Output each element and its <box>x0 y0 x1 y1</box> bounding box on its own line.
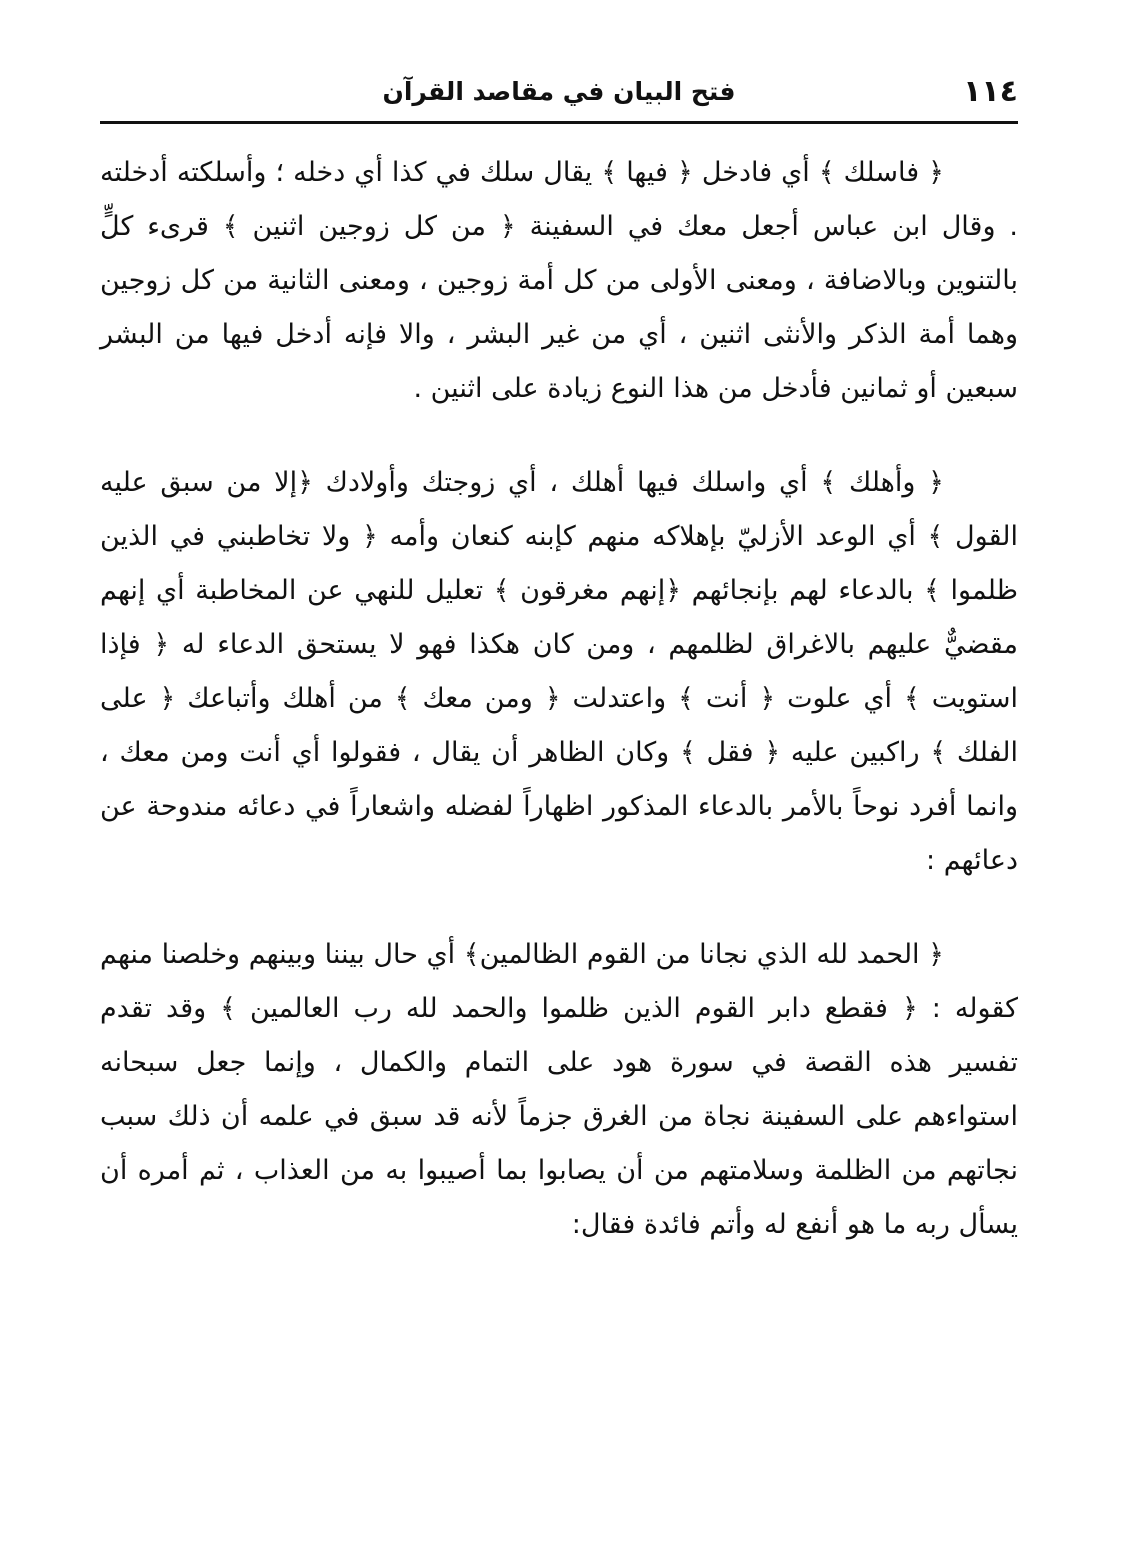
paragraph-1: ﴿ فاسلك ﴾ أي فادخل ﴿ فيها ﴾ يقال سلك في كذا أي دخله ؛ وأسلكته أدخلته . وقال ابن عباس أجعل معك في السفينة ﴿ من كل زوجين اثنين ﴾ قرىء كلٍّ بالتنوين وبالاضافة ، ومعنى الأولى من كل أمة زوجين ، ومعنى الثانية من كل زوجين وهما أمة الذكر والأنثى اثنين ، أي من غير البشر ، والا فإنه أدخل فيها من البشر سبعين أو ثمانين فأدخل من هذا النوع زيادة على اثنين . <box>100 157 1018 404</box>
paragraph-2: ﴿ وأهلك ﴾ أي واسلك فيها أهلك ، أي زوجتك وأولادك ﴿إلا من سبق عليه القول ﴾ أي الوعد الأزليّ بإهلاكه منهم كإبنه كنعان وأمه ﴿ ولا تخاطبني في الذين ظلموا ﴾ بالدعاء لهم بإنجائهم ﴿إنهم مغرقون ﴾ تعليل للنهي عن المخاطبة أي إنهم مقضيٌّ عليهم بالاغراق لظلمهم ، ومن كان هكذا فهو لا يستحق الدعاء له ﴿ فإذا استويت ﴾ أي علوت ﴿ أنت ﴾ واعتدلت ﴿ ومن معك ﴾ من أهلك وأتباعك ﴿ على الفلك ﴾ راكبين عليه ﴿ فقل ﴾ وكان الظاهر أن يقال ، فقولوا أي أنت ومن معك ، وانما أفرد نوحاً بالأمر بالدعاء المذكور اظهاراً لفضله واشعاراً في دعائه مندوحة عن دعائهم : <box>100 467 1018 876</box>
page-number: ١١٤ <box>963 74 1018 109</box>
running-title: فتح البيان في مقاصد القرآن <box>382 77 736 106</box>
body-text <box>100 146 1018 1252</box>
page-header <box>100 66 1018 118</box>
paragraph-3: ﴿ الحمد لله الذي نجانا من القوم الظالمين﴾ أي حال بيننا وبينهم وخلصنا منهم كقوله : ﴿ فقطع دابر القوم الذين ظلموا والحمد لله رب العالمين ﴾ وقد تقدم تفسير هذه القصة في سورة هود على التمام والكمال ، وإنما جعل سبحانه استواءهم على السفينة نجاة من الغرق جزماً لأنه قد سبق في علمه أن ذلك سبب نجاتهم من الظلمة وسلامتهم من أن يصابوا بما أصيبوا به من العذاب ، ثم أمره أن يسأل ربه ما هو أنفع له وأتم فائدة فقال: <box>100 939 1018 1240</box>
header-rule <box>100 121 1018 124</box>
